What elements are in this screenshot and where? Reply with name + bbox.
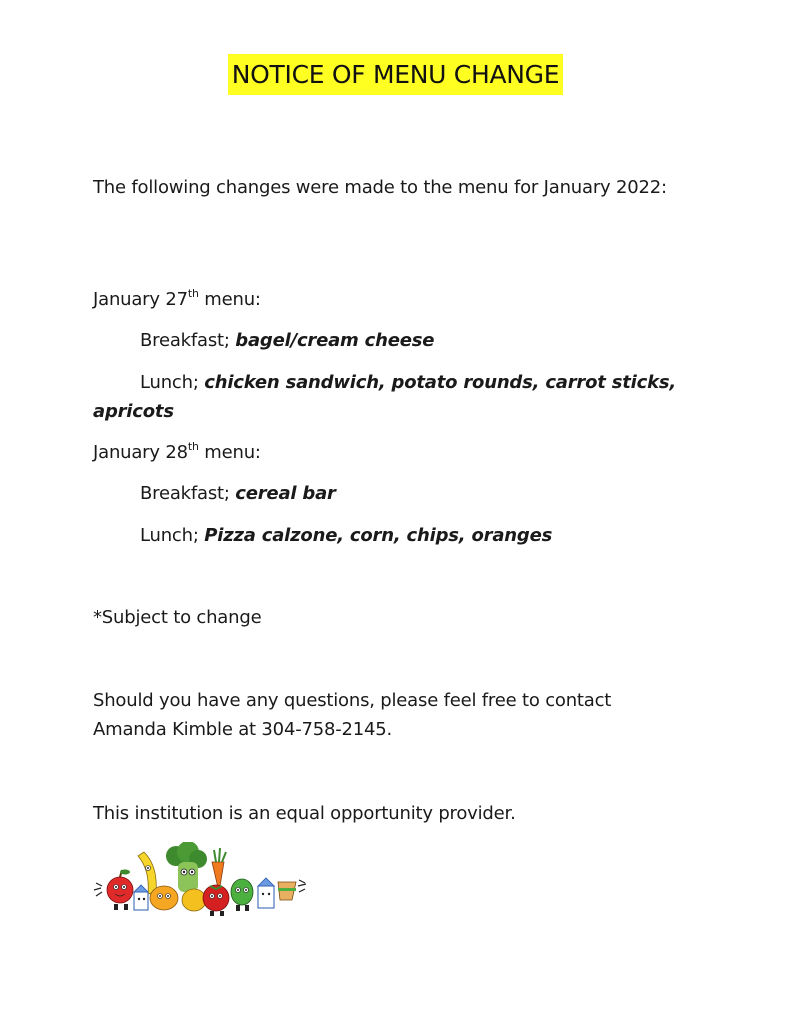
lunch-items: Pizza calzone, corn, chips, oranges	[204, 525, 553, 546]
sandwich-mascot-icon	[278, 882, 296, 900]
lunch-line-jan-27	[140, 368, 676, 397]
breakfast-items: bagel/cream cheese	[235, 330, 435, 351]
green-pepper-mascot-icon	[231, 879, 253, 905]
apple-mascot-icon	[107, 870, 133, 904]
intro-paragraph: The following changes were made to the menu for January 2022:	[93, 177, 667, 198]
broccoli-mascot-icon	[166, 842, 207, 892]
breakfast-label: Breakfast;	[140, 483, 236, 504]
title-wrapper	[0, 54, 791, 95]
spark-left-icon	[94, 883, 102, 896]
lunch-label: Lunch;	[140, 372, 205, 393]
milk-carton-right-mascot-icon	[258, 878, 274, 908]
breakfast-line-jan-27	[140, 326, 434, 355]
day-heading-jan-28: January 28th menu:	[93, 440, 261, 463]
breakfast-label: Breakfast;	[140, 330, 236, 351]
spark-right-icon	[298, 880, 306, 892]
yellow-pepper-mascot-icon	[182, 889, 206, 911]
breakfast-items: cereal bar	[235, 483, 336, 504]
day-heading-jan-27: January 27th menu:	[93, 287, 261, 310]
tomato-mascot-icon	[203, 885, 229, 911]
lunch-items-continued: apricots	[93, 401, 174, 422]
subject-to-change-note: *Subject to change	[93, 607, 262, 628]
breakfast-line-jan-28	[140, 479, 336, 508]
page-title: NOTICE OF MENU CHANGE	[228, 54, 563, 95]
orange-mascot-icon	[150, 886, 178, 910]
lunch-label: Lunch;	[140, 525, 205, 546]
equal-opportunity-statement: This institution is an equal opportunity provider.	[93, 803, 516, 824]
contact-paragraph: Should you have any questions, please feel free to contact Amanda Kimble at 304-758-2145.	[93, 690, 612, 740]
milk-carton-mascot-icon	[134, 885, 148, 910]
lunch-items: chicken sandwich, potato rounds, carrot sticks,	[204, 372, 677, 393]
lunch-line-jan-28	[140, 521, 552, 550]
fruit-vegetable-mascots-illustration	[92, 842, 312, 920]
